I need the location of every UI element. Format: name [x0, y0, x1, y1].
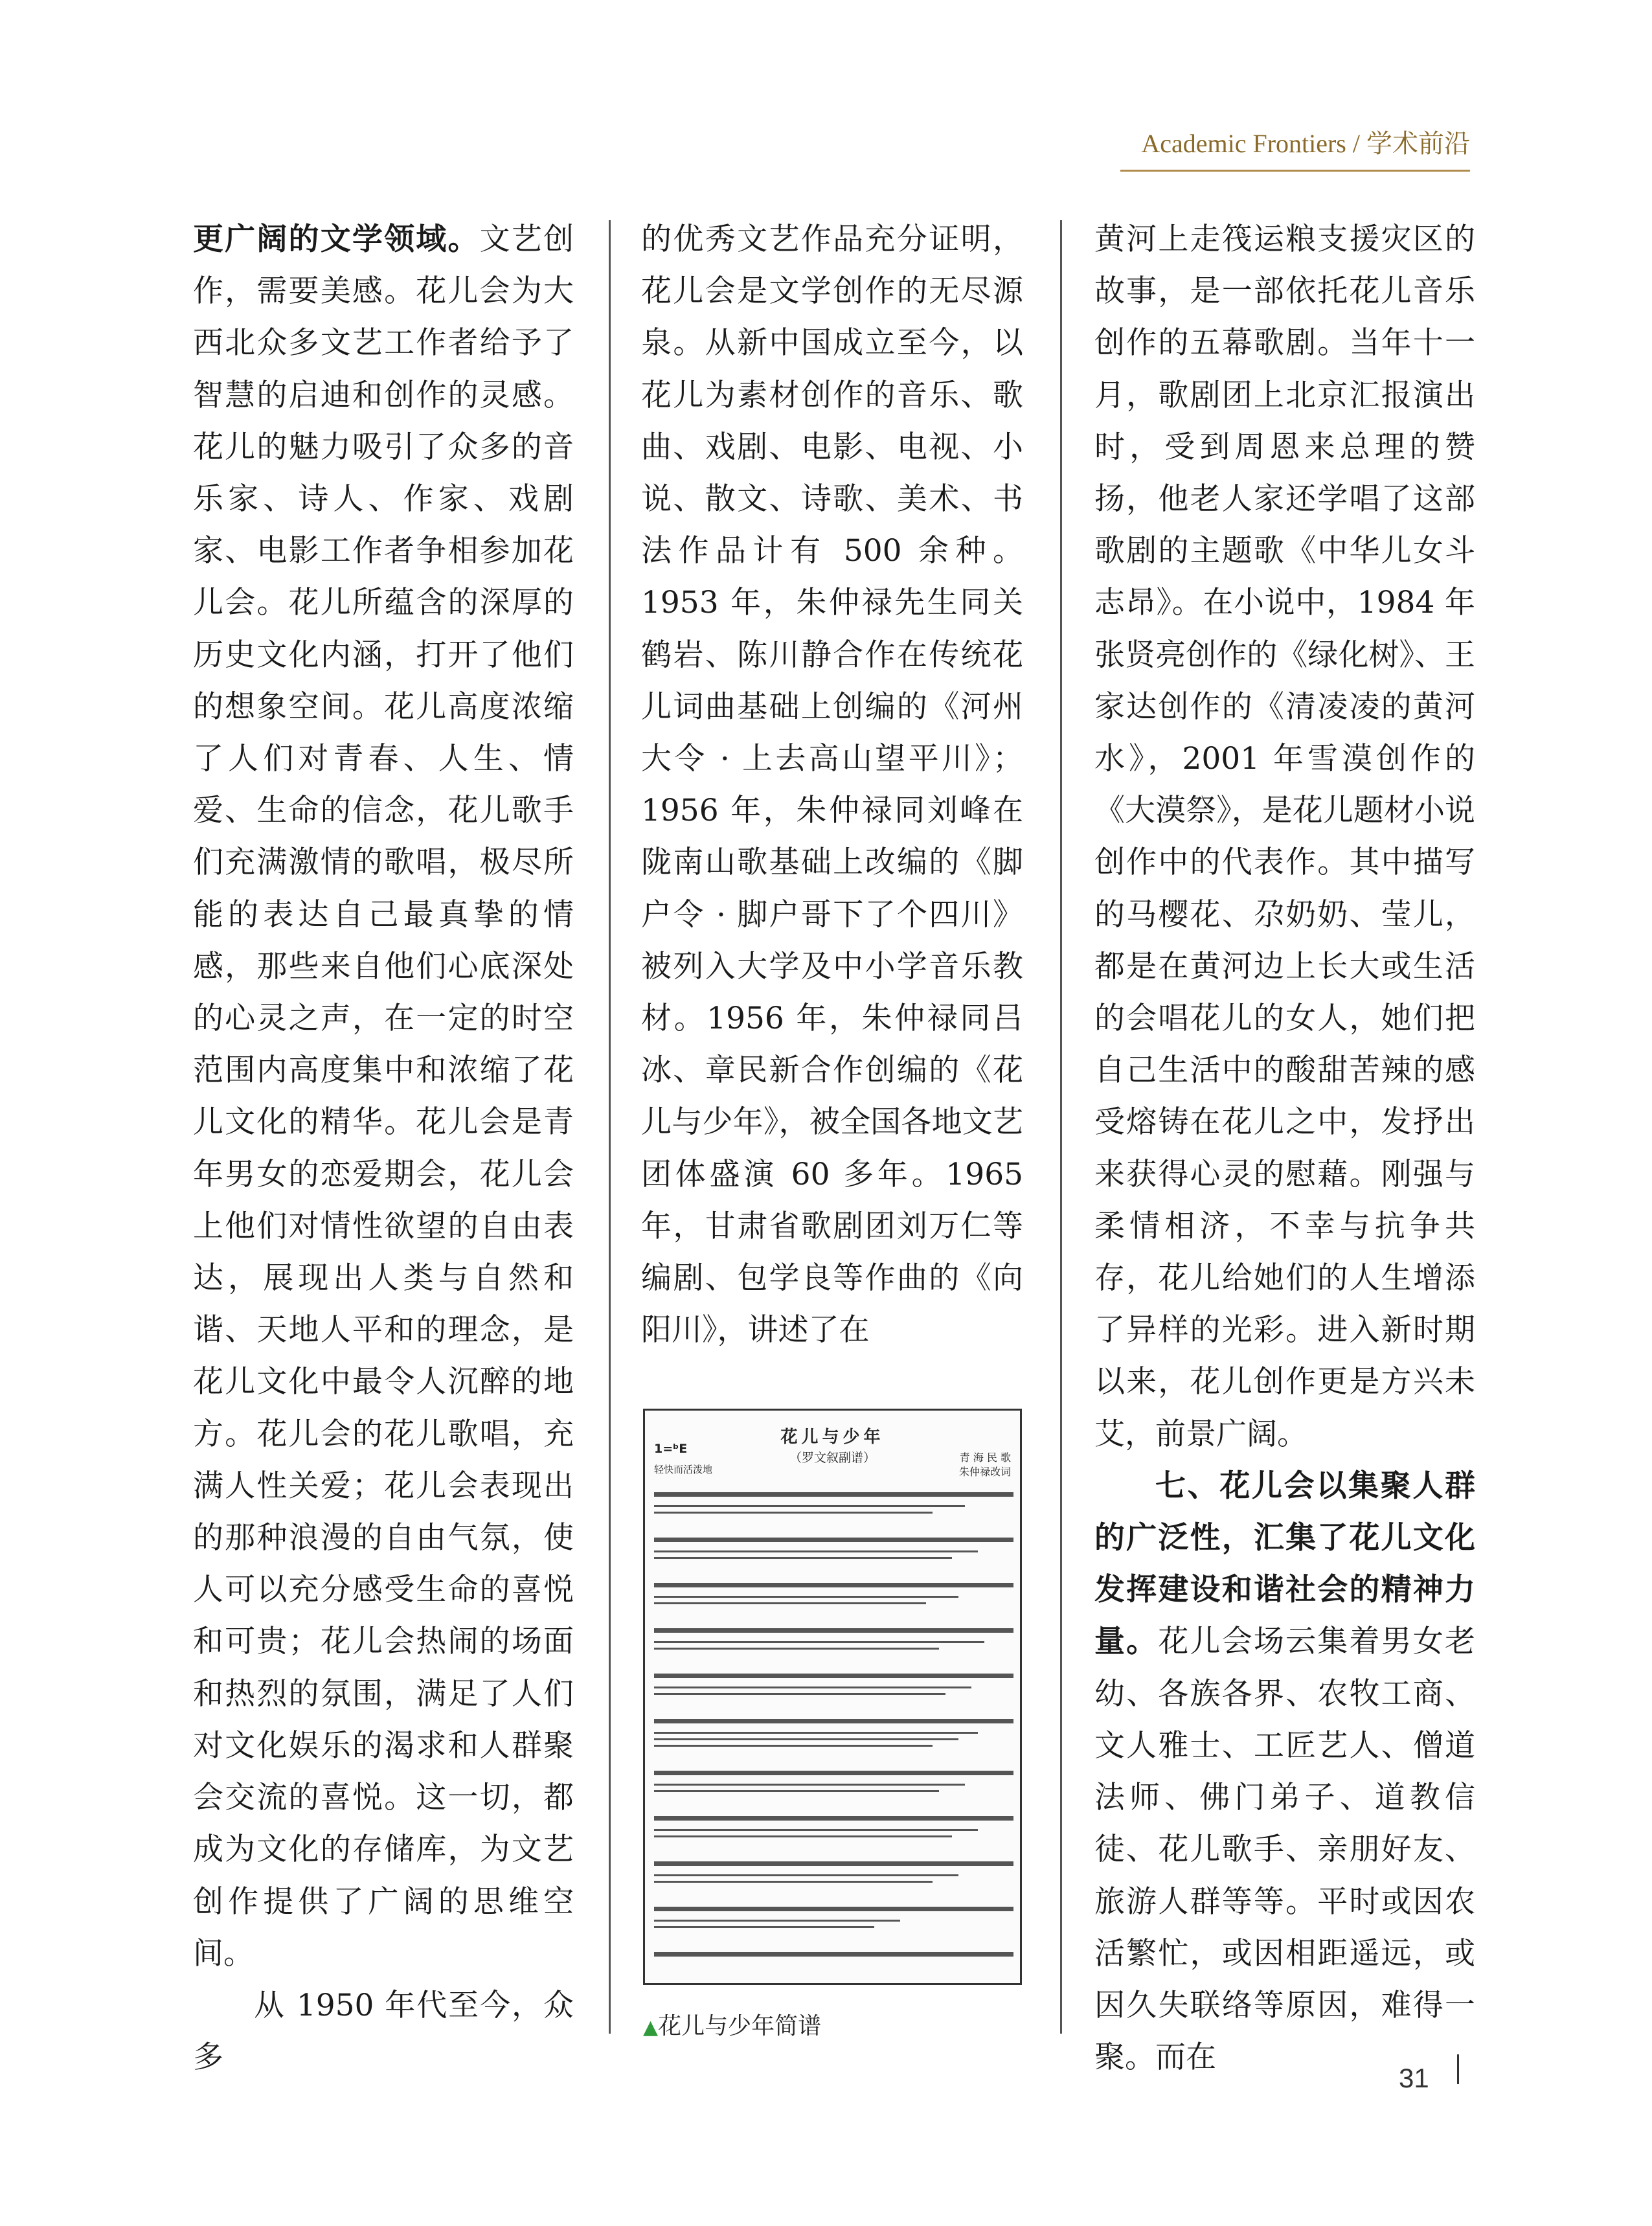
score-credit-line: 朱仲禄改词 — [958, 1466, 1011, 1478]
score-title: 花儿与少年 — [780, 1427, 885, 1447]
score-key: 1=ᵇE — [654, 1442, 688, 1456]
header-rule — [1120, 170, 1470, 172]
paragraph: 黄河上走筏运粮支援灾区的故事，是一部依托花儿音乐创作的五幕歌剧。当年十一月，歌剧团上北京汇报演出时，受到周恩来总理的赞扬，他老人家还学唱了这部歌剧的主题歌《中华儿女斗志昂》。在小说中，1984 年张贤亮创作的《绿化树》、王家达创作的《清凌凌的黄河水》，2001 年雪漠创作的《大漠祭》，是花儿题材小说创作中的代表作。其中描写的马樱花、尕奶奶、莹儿，都是在黄河边上长大或生活的会唱花儿的女人，她们把自己生活中的酸甜苦辣的感受熔铸在花儿之中，发抒出来获得心灵的慰藉。刚强与柔情相济，不幸与抗争共存，花儿给她们的人生增添了异样的光彩。进入新时期以来，花儿创作更是方兴未艾，前景广阔。 — [1094, 221, 1475, 1452]
text-column-1 — [193, 214, 574, 2084]
running-header: Academic Frontiers / 学术前沿 — [1141, 129, 1470, 158]
notation-lines — [654, 1487, 1013, 1973]
text-column-2 — [641, 214, 1023, 1356]
paragraph: 的优秀文艺作品充分证明，花儿会是文学创作的无尽源泉。从新中国成立至今，以花儿为素材创作的音乐、歌曲、戏剧、电影、电视、小说、散文、诗歌、美术、书法作品计有 500 余种。1953 年，朱仲禄先生同关鹤岩、陈川静合作在传统花儿词曲基础上创编的《河州大令 · 上去高山望平川》；1956 年，朱仲禄同刘峰在陇南山歌基础上改编的《脚户令 · 脚户哥下了个四川》被列入大学及中小学音乐教材。1956 年，朱仲禄同吕冰、章民新合作创编的《花儿与少年》，被全国各地文艺团体盛演 60 多年。1965 年，甘肃省歌剧团刘万仁等编剧、包学良等作曲的《向阳川》，讲述了在 — [641, 221, 1023, 1348]
figure-caption — [643, 2008, 821, 2041]
column-divider — [1060, 220, 1062, 2034]
paragraph — [1094, 1460, 1475, 2084]
score-tempo: 轻快而活泼地 — [654, 1464, 713, 1475]
caption-text: 花儿与少年简谱 — [658, 2013, 822, 2039]
column-divider — [609, 220, 611, 2034]
score-credit-line: 青 海 民 歌 — [959, 1451, 1011, 1464]
paragraph-text: 花儿会场云集着男女老幼、各族各界、农牧工商、文人雅士、工匠艺人、僧道法师、佛门弟子、道教信徒、花儿歌手、亲朋好友、旅游人群等等。平时或因农活繁忙，或因相距遥远，或因久失联络等原因，难得一聚。而在 — [1094, 1624, 1476, 2076]
score-credit — [959, 1451, 1011, 1479]
paragraph — [193, 214, 574, 1980]
section-heading: 七、花儿会以集聚人群的广泛性，汇集了花儿文化发挥建设和谐社会的精神力量。 — [1094, 1468, 1475, 1660]
triangle-icon: ▲ — [643, 2016, 659, 2039]
text-column-3 — [1094, 214, 1475, 2084]
paragraph-text: 文艺创作，需要美感。花儿会为大西北众多文艺工作者给予了智慧的启迪和创作的灵感。花儿的魅力吸引了众多的音乐家、诗人、作家、戏剧家、电影工作者争相参加花儿会。花儿所蕴含的深厚的历史文化内涵，打开了他们的想象空间。花儿高度浓缩了人们对青春、人生、情爱、生命的信念，花儿歌手们充满激情的歌唱，极尽所能的表达自己最真挚的情感，那些来自他们心底深处的心灵之声，在一定的时空范围内高度集中和浓缩了花儿文化的精华。花儿会是青年男女的恋爱期会，花儿会上他们对情性欲望的自由表达，展现出人类与自然和谐、天地人平和的理念，是花儿文化中最令人沉醉的地方。花儿会的花儿歌唱，充满人性关爱；花儿会表现出的那种浪漫的自由气氛，使人可以充分感受生命的喜悦和可贵；花儿会热闹的场面和热烈的氛围，满足了人们对文化娱乐的渴求和人群聚会交流的喜悦。这一切，都成为文化的存储库，为文艺创作提供了广阔的思维空间。 — [193, 221, 574, 1971]
music-score-figure — [643, 1409, 1022, 1985]
bold-lead: 更广阔的文学领域。 — [193, 221, 480, 257]
page-number-rule — [1457, 2054, 1459, 2084]
score-subtitle: （罗文叙副谱） — [789, 1451, 876, 1465]
page-number: 31 — [1399, 2063, 1429, 2093]
paragraph: 从 1950 年代至今，众多 — [193, 1987, 574, 2076]
